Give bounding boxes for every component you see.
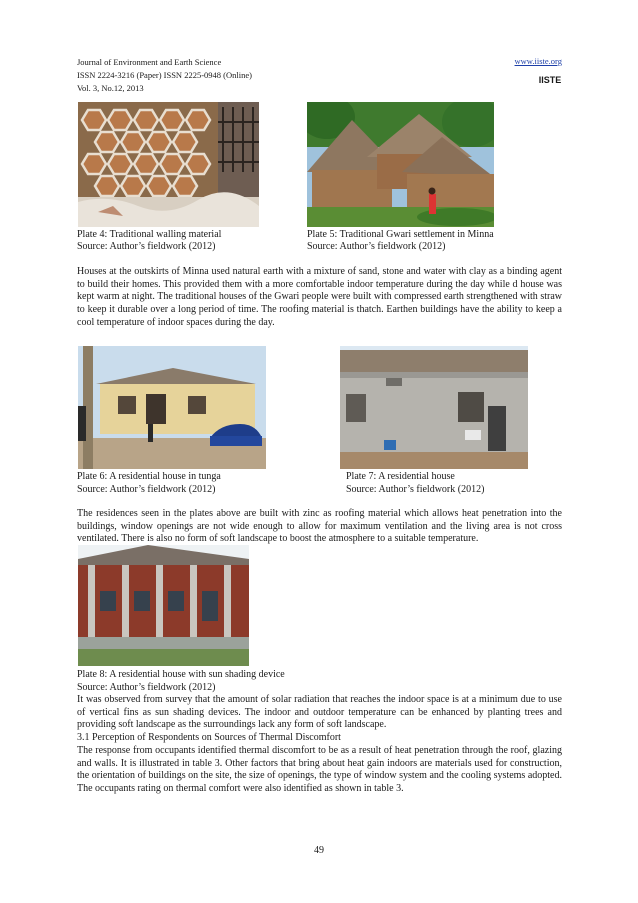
paragraph-thermal-discomfort: The response from occupants identified thermal discomfort to be as a result of heat penetration through the roof, glazing and walls. It is illustrated in table 3. Other factors that bring about heat gain indoors are materials used for construction, the orientation of buildings on the site, the size of openings, the type of window system and the cooling systems adopted. The occupants rating on thermal comfort were also identified as shown in table 3. <box>77 745 562 795</box>
plate-8-source: Source: Author’s fieldwork (2012) <box>77 682 216 693</box>
paragraph-residences: The residences seen in the plates above are built with zinc as roofing material which allows heat penetration into the buildings, window openings are not wide enough to allow for maximum ventilation and the living area is not cross ventilated. There is also no form of soft landscape to boost the atmosphere to a suitable temperature. <box>77 508 562 545</box>
plate-7-source: Source: Author’s fieldwork (2012) <box>346 484 485 495</box>
plate-7-photo <box>340 346 528 469</box>
plate-4-source: Source: Author’s fieldwork (2012) <box>77 241 216 252</box>
plate-4-title: Plate 4: Traditional walling material <box>77 229 222 240</box>
plate-6-title: Plate 6: A residential house in tunga <box>77 471 221 482</box>
section-heading: 3.1 Perception of Respondents on Sources of Thermal Discomfort <box>77 732 341 743</box>
plate-4-photo <box>78 102 259 227</box>
iiste-logo <box>538 70 562 87</box>
plate-5-source: Source: Author’s fieldwork (2012) <box>307 241 446 252</box>
plate-8-title: Plate 8: A residential house with sun shading device <box>77 669 285 680</box>
journal-url-link[interactable]: www.iiste.org <box>514 56 562 66</box>
plate-5-title: Plate 5: Traditional Gwari settlement in Minna <box>307 229 494 240</box>
plate-6-photo <box>78 346 266 469</box>
plate-8-photo <box>78 545 249 666</box>
journal-title: Journal of Environment and Earth Science <box>77 57 222 67</box>
paragraph-traditional-houses: Houses at the outskirts of Minna used natural earth with a mixture of sand, stone and water with clay as a binding agent to build their homes. This provided them with a more comfortable indoor temperature during the day while d house was kept warm at night. The traditional houses of the Gwari people were built with compressed earth strengthened with straw to keep it durable over a long period of time. The roofing material is thatch. Earthen buildings have the ability to keep a cool temperature of indoor spaces during the day. <box>77 266 562 328</box>
plate-7-title: Plate 7: A residential house <box>346 471 455 482</box>
paragraph-survey: It was observed from survey that the amount of solar radiation that reaches the indoor space is at a minimum due to use of vertical fins as sun shading devices. The indoor and outdoor temperature can be enhanced by planting trees and providing soft landscape as the surroundings lack any form of soft landscape. <box>77 694 562 731</box>
page-number: 49 <box>314 845 324 856</box>
issn-line: ISSN 2224-3216 (Paper) ISSN 2225-0948 (Online) <box>77 70 252 80</box>
plate-6-source: Source: Author’s fieldwork (2012) <box>77 484 216 495</box>
volume-line: Vol. 3, No.12, 2013 <box>77 83 144 93</box>
logo-text: IISTE <box>538 75 562 85</box>
plate-5-photo <box>307 102 494 227</box>
